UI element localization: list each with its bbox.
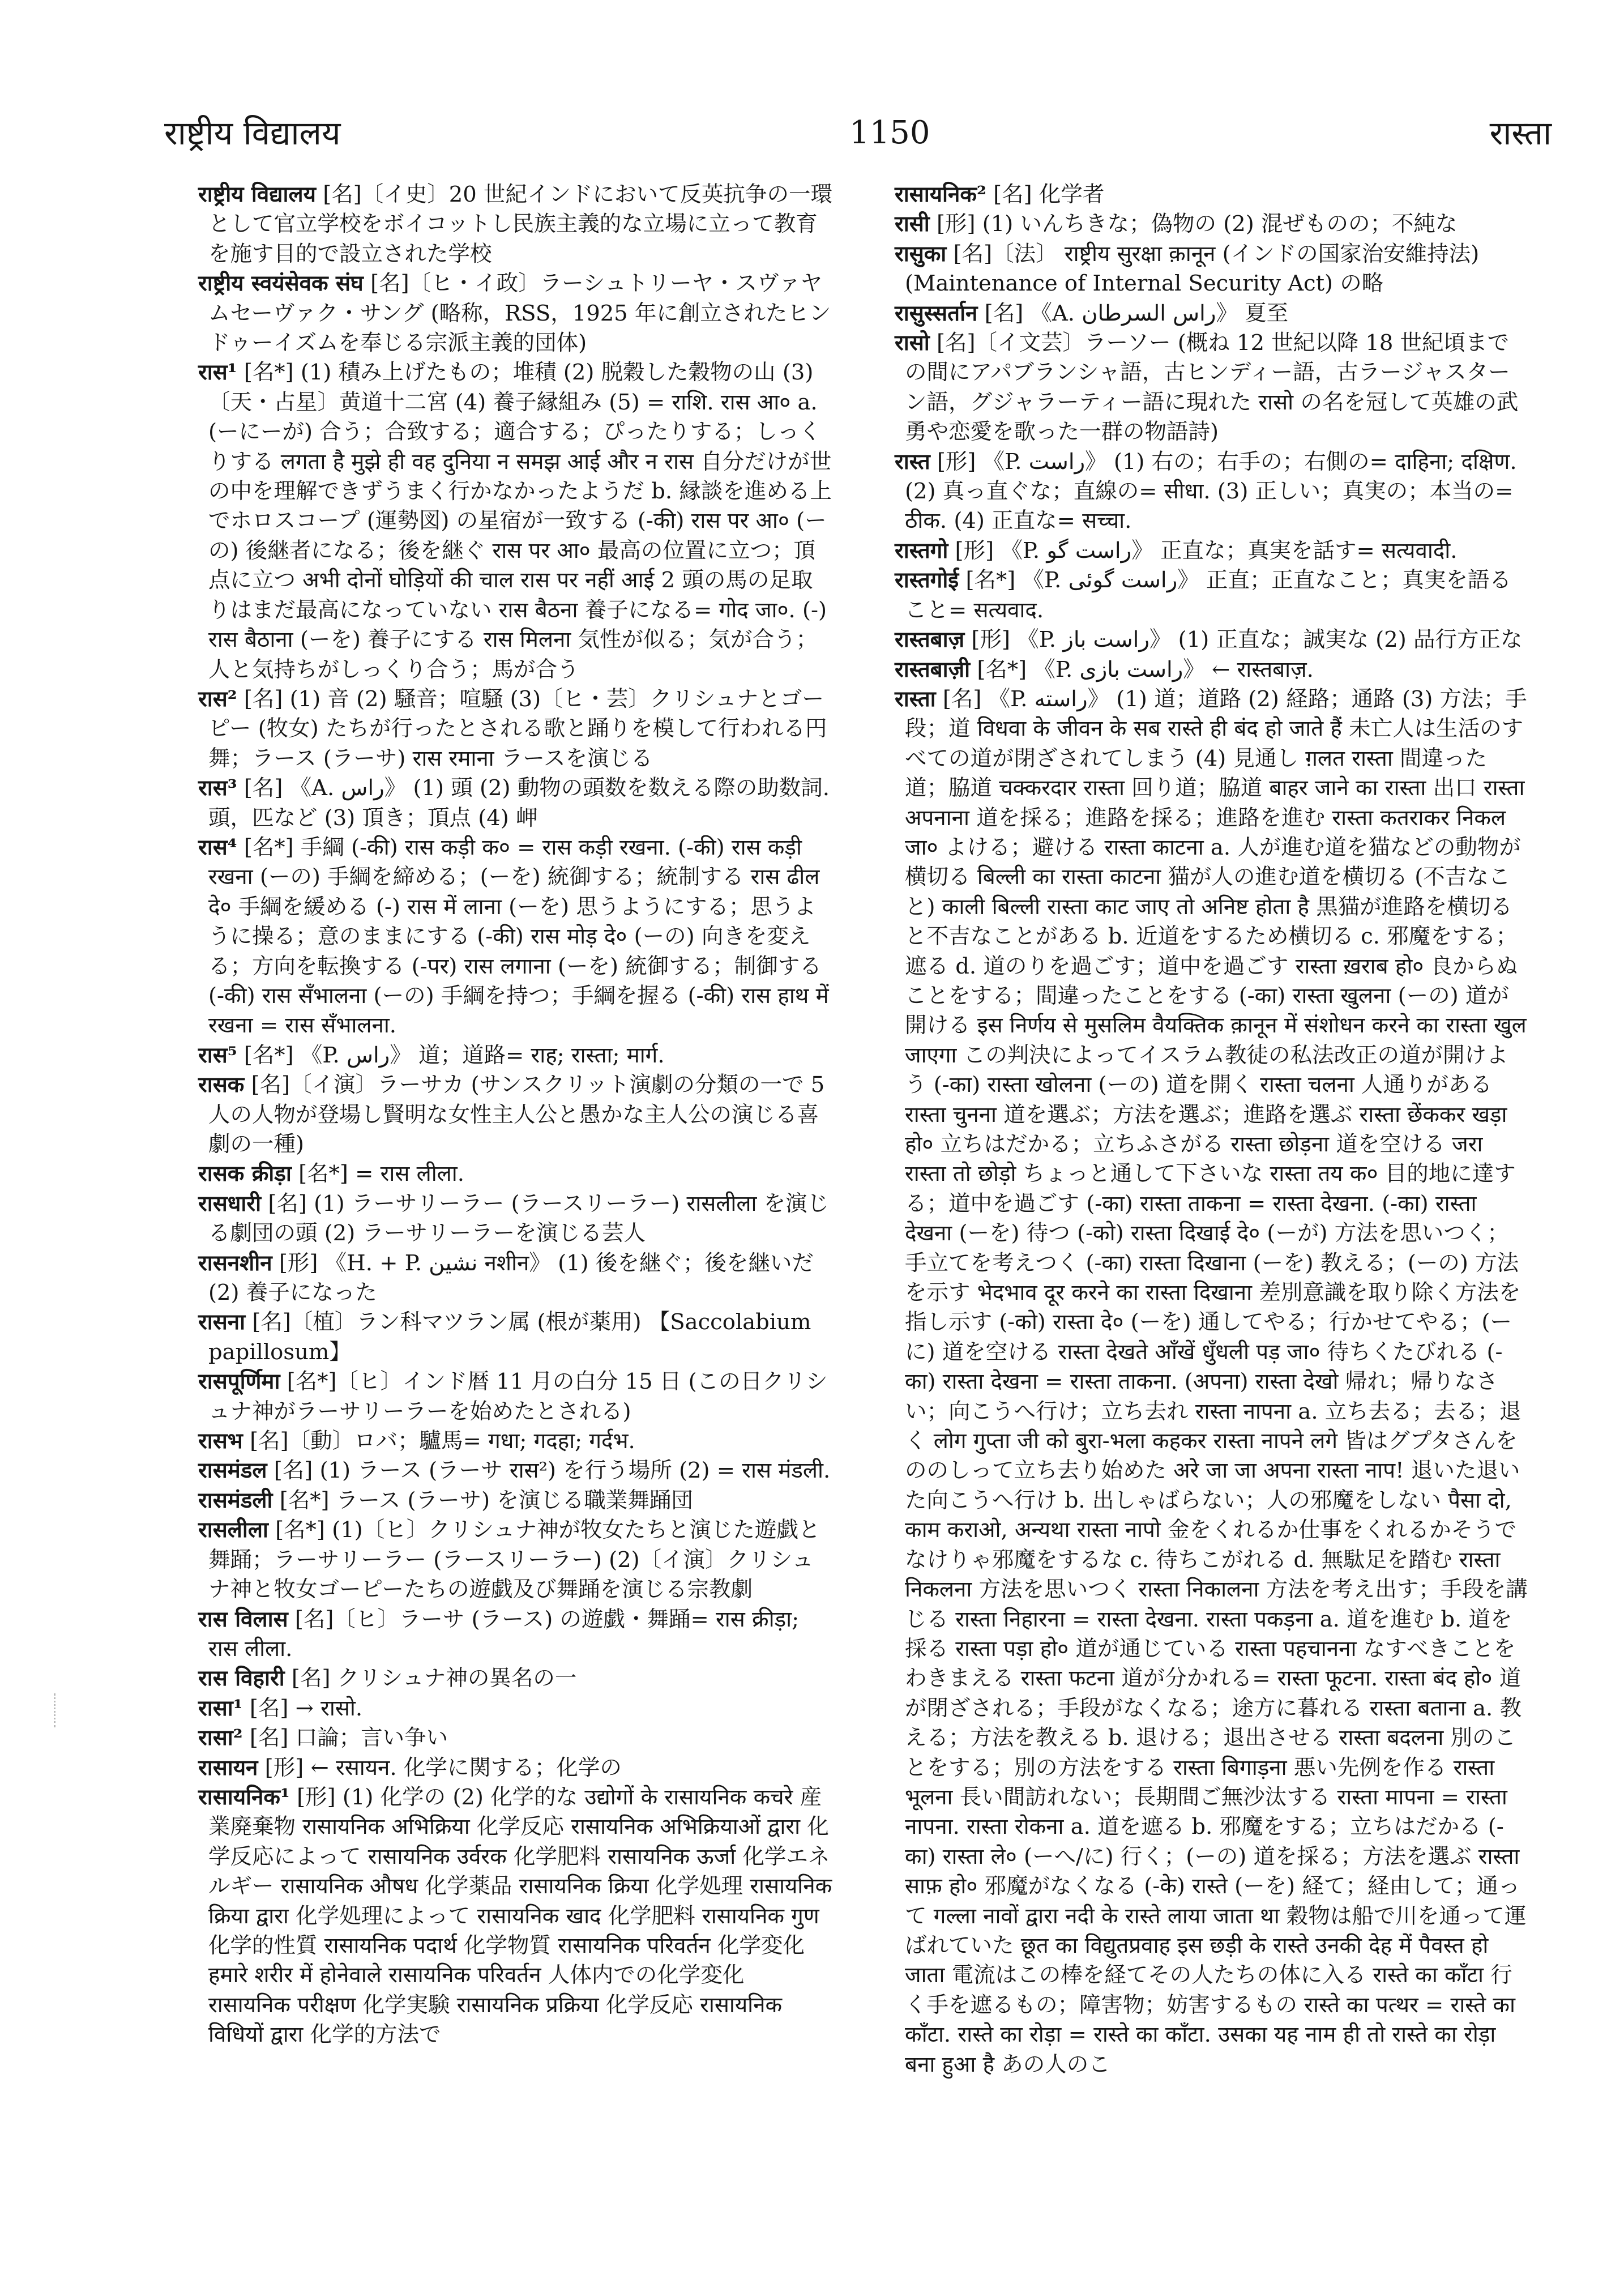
entry-headword: रासपूर्णिमा: [198, 1369, 280, 1395]
entry-definition: [形] (1) いんちきな；偽物の (2) 混ぜものの；不純な: [936, 211, 1458, 237]
entry-definition: [名]〔イ演〕ラーサカ (サンスクリット演劇の分類の一で 5 人の人物が登場し賢明な女性主人公と愚かな主人公の演じる喜劇の一種): [208, 1072, 825, 1157]
dictionary-entry: [198, 1249, 832, 1308]
entry-headword: राष्ट्रीय स्वयंसेवक संघ: [198, 271, 364, 297]
entry-headword: रासमंडल: [198, 1458, 267, 1484]
dictionary-entry: [198, 1723, 832, 1753]
dictionary-entry: [895, 536, 1529, 566]
dictionary-entry: [198, 1486, 832, 1516]
entry-definition: [名*] 《P. راس》 道；道路= राह; रास्ता; मार्ग.: [243, 1042, 665, 1068]
page-number: 1150: [849, 114, 930, 151]
entry-definition: [名*] (1)〔ヒ〕クリシュナ神が牧女たちと演じた遊戯と舞踊；ラーサリーラー (ラースリーラー) (2)〔イ演〕クリシュナ神と牧女ゴーピーたちの遊戯及び舞踊を演じる宗教劇: [208, 1517, 820, 1603]
entry-definition: [形] ← रसायन. 化学に関する；化学の: [264, 1755, 622, 1781]
right-guide-word: रास्ता: [1489, 114, 1552, 152]
entry-headword: रास विहारी: [198, 1666, 285, 1692]
entry-definition: [名] 口論；言い争い: [249, 1725, 448, 1751]
dictionary-entry: [198, 1189, 832, 1249]
entry-headword: रास विलास: [198, 1606, 288, 1632]
entry-headword: रास⁴: [198, 834, 237, 860]
entry-definition: [名] クリシュナ神の異名の一: [291, 1666, 577, 1692]
dictionary-entry: [895, 328, 1529, 447]
entry-definition: [名] 《P. راسته》 (1) 道；道路 (2) 経路；通路 (3) 方法；手段；道 विधवा के जीवन के सब रास्ते ही बंद हो जाते हैं 未亡人は生活のすべての道が閉ざされてしまう (4) 見通し ग़लत रास्ता 間違った道；脇道 चक्करदार रास्ता 回り道；脇道 बाहर जाने का रास्ता 出口 रास्ता अपनाना 道を採る；進路を採る；進路を進む रास्ता कतराकर निकल जा० よける；避ける रास्ता काटना a. 人が進む道を猫などの動物が横切る बिल्ली का रास्ता काटना 猫が人の進む道を横切る (不吉なこと) काली बिल्ली रास्ता काट जाए तो अनिष्ट होता है 黒猫が進路を横切ると不吉なことがある b. 近道をするため横切る c. 邪魔をする；遮る d. 道のりを過ごす；道中を過ごす रास्ता ख़राब हो० 良からぬことをする；間違ったことをする (-का) रास्ता खुलना (ーの) 道が開ける इस निर्णय से मुसलिम वैयक्तिक क़ानून में संशोधन करने का रास्ता खुल जाएगा この判決によってイスラム教徒の私法改正の道が開けよう (-का) रास्ता खोलना (ーの) 道を開く रास्ता चलना 人通りがある रास्ता चुनना 道を選ぶ；方法を選ぶ；進路を選ぶ रास्ता छेंककर खड़ा हो० 立ちはだかる；立ちふさがる रास्ता छोड़ना 道を空ける जरा रास्ता तो छोड़ो ちょっと通して下さいな रास्ता तय क० 目的地に達する；道中を過ごす (-का) रास्ता ताकना = रास्ता देखना. (-का) रास्ता देखना (ーを) 待つ (-को) रास्ता दिखाई दे० (ーが) 方法を思いつく；手立てを考えつく (-का) रास्ता दिखाना (ーを) 教える；(ーの) 方法を示す भेदभाव दूर करने का रास्ता दिखाना 差別意識を取り除く方法を指し示す (-को) रास्ता दे० (ーを) 通してやる；行かせてやる；(ーに) 道を空ける रास्ता देखते आँखें धुँधली पड़ जा० 待ちくたびれる (-का) रास्ता देखना = रास्ता ताकना. (अपना) रास्ता देखो 帰れ；帰りなさい；向こうへ行け；立ち去れ रास्ता नापना a. 立ち去る；去る；退く लोग गुप्ता जी को बुरा-भला कहकर रास्ता नापने लगे 皆はグプタさんをののしって立ち去り始めた अरे जा जा अपना रास्ता नाप! 退いた退いた向こうへ行け b. 出しゃばらない；人の邪魔をしない पैसा दो, काम कराओ, अन्यथा रास्ता नापो 金をくれるか仕事をくれるかそうでなけりゃ邪魔をするな c. 待ちこがれる d. 無駄足を踏む रास्ता निकलना 方法を思いつく रास्ता निकालना 方法を考え出す；手段を講じる रास्ता निहारना = रास्ता देखना. रास्ता पकड़ना a. 道を進む b. 道を採る रास्ता पड़ा हो० 道が通じている रास्ता पहचानना なすべきことをわきまえる रास्ता फटना 道が分かれる= रास्ता फूटना. रास्ता बंद हो० 道が閉ざされる；手段がなくなる；途方に暮れる रास्ता बताना a. 教える；方法を教える b. 退ける；退出させる रास्ता बदलना 別のことをする；別の方法をする रास्ता बिगाड़ना 悪い先例を作る रास्ता भूलना 長い間訪れない；長期間ご無沙汰する रास्ता मापना = रास्ता नापना. रास्ता रोकना a. 道を遮る b. 邪魔をする；立ちはだかる (-का) रास्ता ले० (ーへ/に) 行く；(ーの) 道を採る；方法を選ぶ रास्ता साफ़ हो० 邪魔がなくなる (-के) रास्ते (ーを) 経て；経由して；通って गल्ला नावों द्वारा नदी के रास्ते लाया जाता था 穀物は船で川を通って運ばれていた छूत का विद्युतप्रवाह इस छड़ी के रास्ते उनकी देह में पैवस्त हो जाता 電流はこの棒を経てその人たちの体に入る रास्ते का काँटा 行く手を遮るもの；障害物；妨害するもの रास्ते का पत्थर = रास्ते का काँटा. रास्ते का रोड़ा = रास्ते का काँटा. उसका यह नाम ही तो रास्ते का रोड़ा बना हुआ है あの人のこ: [905, 686, 1528, 2077]
entry-definition: [形] 《P. راست》 (1) 右の；右手の；右側の= दाहिना; दक्षिण. (2) 真っ直ぐな；直線の= सीधा. (3) 正しい；真実の；本当の= ठीक. (4) 正直な= सच्चा.: [905, 449, 1517, 534]
entry-definition: [名]〔ヒ・イ政〕ラーシュトリーヤ・スヴァヤムセーヴァク・サング (略称，RSS，1925 年に創立されたヒンドゥーイズムを奉じる宗派主義的団体): [208, 271, 831, 356]
entry-headword: रासनशीन: [198, 1250, 272, 1276]
dictionary-entry: [198, 1367, 832, 1427]
right-column: [895, 180, 1529, 2080]
entry-headword: रासधारी: [198, 1190, 262, 1217]
entry-definition: [名]〔法〕 राष्ट्रीय सुरक्षा क़ानून (インドの国家治安維持法) (Maintenance of Internal Security Act) の略: [905, 241, 1480, 297]
entry-definition: [形] (1) 化学の (2) 化学的な उद्योगों के रासायनिक कचरे 産業廃棄物 रासायनिक अभिक्रिया 化学反応 रासायनिक अभिक्रियाओं द्वारा 化学反応によって रासायनिक उर्वरक 化学肥料 रासायनिक ऊर्जा 化学エネルギー रासायनिक औषध 化学薬品 रासायनिक क्रिया 化学処理 रासायनिक क्रिया द्वारा 化学処理によって रासायनिक खाद 化学肥料 रासायनिक गुण 化学的性質 रासायनिक पदार्थ 化学物質 रासायनिक परिवर्तन 化学変化 हमारे शरीर में होनेवाले रासायनिक परिवर्तन 人体内での化学変化 रासायनिक परीक्षण 化学実験 रासायनिक प्रक्रिया 化学反応 रासायनिक विधियों द्वारा 化学的方法で: [208, 1784, 832, 2048]
entry-headword: रासी: [895, 211, 930, 237]
entry-headword: रासभ: [198, 1428, 243, 1454]
dictionary-entry: [198, 1070, 832, 1159]
entry-definition: [名] 化学者: [993, 182, 1105, 207]
dictionary-entry: [198, 1516, 832, 1604]
dictionary-entry: [198, 1664, 832, 1693]
dictionary-entry: [895, 240, 1529, 299]
entry-definition: [名] 《A. راس السرطان》 夏至: [984, 300, 1289, 326]
entry-headword: रासायन: [198, 1755, 258, 1781]
left-guide-word: राष्ट्रीय विद्यालय: [164, 114, 341, 152]
entry-definition: [名] (1) ラース (ラーサ रास²) を行う場所 (2) = रास मंडली.: [273, 1458, 831, 1484]
entry-definition: [名] (1) 音 (2) 騒音；喧騒 (3)〔ヒ・芸〕クリシュナとゴーピー (牧女) たちが行ったとされる歌と踊りを模して行われる円舞；ラース (ラーサ) रास रमाना ラースを演じる: [208, 686, 827, 771]
running-header: [164, 108, 1552, 159]
dictionary-entry: [198, 1308, 832, 1367]
dictionary-entry: [198, 1456, 832, 1486]
entry-definition: [名*] (1) 積み上げたもの；堆積 (2) 脱穀した穀物の山 (3)〔天・占星〕黄道十二宮 (4) 養子縁組み (5) = राशि. रास आ० a. (ーにーが) 合う；合致する；適合する；ぴったりする；しっくりする लगता है मुझे ही वह दुनिया न समझ आई और न रास 自分だけが世の中を理解できずうまく行かなかったようだ b. 縁談を進める上でホロスコープ (運勢図) の星宿が一致する (-की) रास पर आ० (ーの) 後継者になる；後を継ぐ रास पर आ० 最高の位置に立つ；頂点に立つ अभी दोनों घोड़ियों की चाल रास पर नहीं आई 2 頭の馬の足取りはまだ最高になっていない रास बैठना 養子になる= गोद जा०. (-) रास बैठाना (ーを) 養子にする रास मिलना 気性が似る；気が合う；人と気持ちがしっくり合う；馬が合う: [208, 360, 832, 682]
dictionary-entry: [895, 566, 1529, 625]
entry-headword: रासो: [895, 330, 930, 356]
dictionary-entry: [198, 1427, 832, 1456]
entry-headword: रासायनिक¹: [198, 1784, 290, 1810]
entry-headword: रास⁵: [198, 1042, 237, 1068]
dictionary-entry: [198, 1605, 832, 1664]
entry-headword: रासलीला: [198, 1517, 268, 1543]
entry-definition: [名] 《A. راس》 (1) 頭 (2) 動物の頭数を数える際の助数詞. 頭，匹など (3) 頂き；頂点 (4) 岬: [208, 775, 830, 831]
entry-headword: रासुस्सर्तान: [895, 300, 978, 326]
entry-definition: [名*] = रास लीला.: [298, 1161, 464, 1187]
entry-definition: [形] 《H. + P. نشين नशीन》 (1) 後を継ぐ；後を継いだ (2) 養子になった: [208, 1250, 814, 1306]
entry-definition: [名]〔植〕ラン科マツラン属 (根が薬用) 【Saccolabium papillosum】: [208, 1309, 811, 1365]
entry-definition: [名*] ラース (ラーサ) を演じる職業舞踊団: [279, 1487, 693, 1513]
dictionary-entry: [198, 269, 832, 358]
entry-headword: रास्तगोई: [895, 567, 959, 594]
entry-definition: [名*]〔ヒ〕インド暦 11 月の白分 15 日 (この日クリシュナ神がラーサリーラーを始めたとされる): [208, 1369, 828, 1424]
dictionary-entry: [198, 685, 832, 774]
entry-headword: रासुका: [895, 241, 947, 267]
dictionary-entry: [895, 299, 1529, 328]
entry-headword: रासमंडली: [198, 1487, 273, 1513]
dictionary-entry: [895, 685, 1529, 2080]
entry-headword: रास्तबाज़: [895, 627, 965, 653]
dictionary-entry: [895, 625, 1529, 655]
dictionary-entry: [198, 1753, 832, 1783]
entry-headword: रासक क्रीड़ा: [198, 1161, 292, 1187]
entry-definition: [名*] 手綱 (-की) रास कड़ी क० = रास कड़ी रखना. (-की) रास कड़ी रखना (ーの) 手綱を締める；(ーを) 統御する；統制する रास ढील दे० 手綱を緩める (-) रास में लाना (ーを) 思うようにする；思うように操る；意のままにする (-की) रास मोड़ दे० (ーの) 向きを変える；方向を転換する (-पर) रास लगाना (ーを) 統御する；制御する (-की) रास सँभालना (ーの) 手綱を持つ；手綱を握る (-की) रास हाथ में रखना = रास सँभालना.: [208, 834, 829, 1039]
entry-headword: रास³: [198, 775, 237, 801]
entry-headword: रासक: [198, 1072, 245, 1098]
entry-headword: रासा¹: [198, 1695, 243, 1721]
scan-artifact: [54, 1693, 58, 1727]
left-column: [198, 180, 832, 2050]
entry-definition: [名]〔動〕ロバ；驢馬= गधा; गदहा; गर्दभ.: [250, 1428, 635, 1454]
dictionary-entry: [895, 655, 1529, 685]
entry-definition: [形] 《P. راست باز》 (1) 正直な；誠実な (2) 品行方正な: [971, 627, 1523, 653]
entry-headword: रास्त: [895, 449, 930, 475]
entry-headword: रास्ता: [895, 686, 936, 712]
dictionary-entry: [198, 1041, 832, 1070]
entry-definition: [名] (1) ラーサリーラー (ラースリーラー) रासलीला を演じる劇団の頭 (2) ラーサリーラーを演じる芸人: [208, 1190, 830, 1247]
entry-headword: रास¹: [198, 360, 237, 386]
entry-definition: [名*] 《P. راست گوئی》 正直；正直なこと；真実を語ること= सत्यवाद.: [905, 567, 1511, 623]
entry-headword: रास²: [198, 686, 237, 712]
dictionary-entry: [198, 1159, 832, 1189]
dictionary-entry: [895, 180, 1529, 210]
entry-headword: रासायनिक²: [895, 182, 986, 207]
entry-definition: [名]〔イ史〕20 世紀インドにおいて反英抗争の一環として官立学校をボイコットし民族主義的な立場に立って教育を施す目的で設立された学校: [208, 182, 832, 267]
entry-headword: रासा²: [198, 1725, 243, 1751]
dictionary-entry: [895, 210, 1529, 239]
dictionary-entry: [198, 180, 832, 269]
entry-definition: [名] → रासो.: [249, 1695, 363, 1721]
entry-definition: [名]〔イ文芸〕ラーソー (概ね 12 世紀以降 18 世紀頃までの間にアパブランシャ語，古ヒンディー語，古ラージャスターン語，グジャラーティー語に現れた रासो の名を冠して英雄の武勇や恋愛を歌った一群の物語詩): [905, 330, 1519, 445]
entry-definition: [名*] 《P. راست بازی》 ← रास्तबाज़.: [977, 656, 1314, 682]
dictionary-entry: [895, 447, 1529, 536]
entry-definition: [形] 《P. راست گو》 正直な；真実を話す= सत्यवादी.: [955, 537, 1458, 564]
dictionary-entry: [198, 833, 832, 1041]
dictionary-entry: [198, 774, 832, 833]
dictionary-entry: [198, 1694, 832, 1723]
entry-definition: [名]〔ヒ〕ラーサ (ラース) の遊戯・舞踊= रास क्रीड़ा; रास लीला.: [208, 1606, 800, 1662]
entry-headword: रास्तगो: [895, 537, 948, 564]
dictionary-entry: [198, 1783, 832, 2050]
entry-headword: रासना: [198, 1309, 246, 1335]
dictionary-entry: [198, 358, 832, 684]
entry-headword: रास्तबाज़ी: [895, 656, 971, 682]
entry-headword: राष्ट्रीय विद्यालय: [198, 182, 316, 207]
